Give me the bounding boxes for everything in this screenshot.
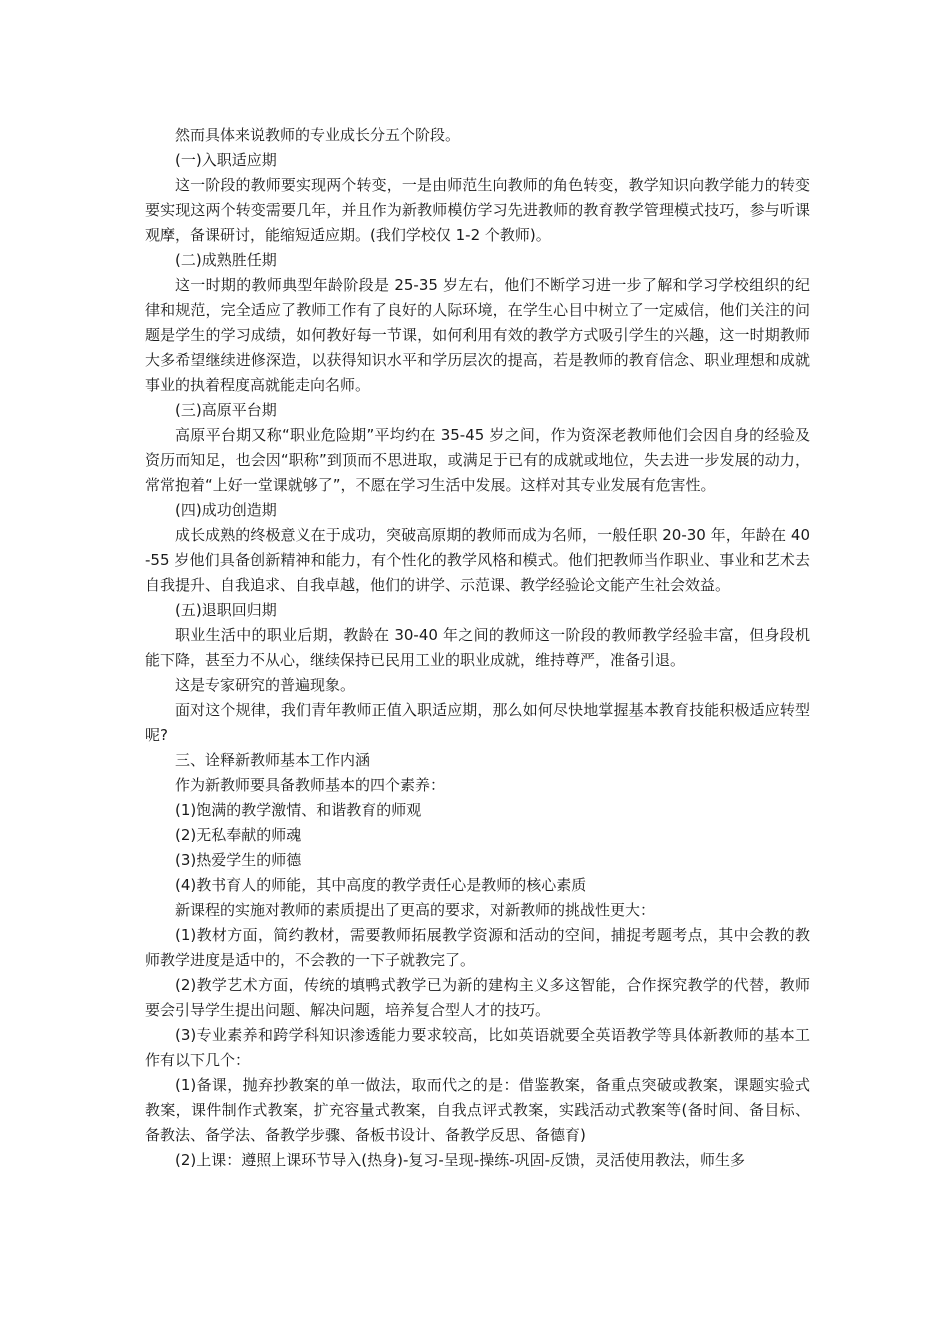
paragraph: 面对这个规律，我们青年教师正值入职适应期，那么如何尽快地掌握基本教育技能积极适应转型呢? <box>145 701 810 744</box>
list-item: (2)上课：遵照上课环节导入(热身)-复习-呈现-操练-巩固-反馈，灵活使用教法，师生多 <box>175 1151 746 1169</box>
list-item: (2)无私奉献的师魂 <box>175 826 302 844</box>
paragraph: 这一阶段的教师要实现两个转变，一是由师范生向教师的角色转变，教学知识向教学能力的转变要实现这两个转变需要几年，并且作为新教师模仿学习先进教师的教育教学管理模式技巧，参与听课观摩，备课研讨，能缩短适应期。(我们学校仅 1-2 个教师)。 <box>145 176 810 244</box>
paragraph: 这是专家研究的普遍现象。 <box>175 676 356 694</box>
document-body <box>145 123 810 1173</box>
paragraph: 然而具体来说教师的专业成长分五个阶段。 <box>175 126 461 144</box>
list-item: (3)专业素养和跨学科知识渗透能力要求较高，比如英语就要全英语教学等具体新教师的基本工作有以下几个： <box>145 1026 810 1069</box>
paragraph: 成长成熟的终极意义在于成功，突破高原期的教师而成为名师，一般任职 20-30 年，年龄在 40-55 岁他们具备创新精神和能力，有个性化的教学风格和模式。他们把教师当作职业、事业和艺术去自我提升、自我追求、自我卓越，他们的讲学、示范课、教学经验论文能产生社会效益。 <box>145 526 810 594</box>
list-item: (2)教学艺术方面，传统的填鸭式教学已为新的建构主义多这智能，合作探究教学的代替，教师要会引导学生提出问题、解决问题，培养复合型人才的技巧。 <box>145 976 810 1019</box>
paragraph: 高原平台期又称“职业危险期”平均约在 35-45 岁之间，作为资深老教师他们会因自身的经验及资历而知足，也会因“职称”到顶而不思进取，或满足于已有的成就或地位，失去进一步发展的动力，常常抱着“上好一堂课就够了”，不愿在学习生活中发展。这样对其专业发展有危害性。 <box>145 426 810 494</box>
list-item: (1)饱满的教学激情、和谐教育的师观 <box>175 801 422 819</box>
section-heading: (五)退职回归期 <box>175 601 277 619</box>
list-item: (1)备课，抛弃抄教案的单一做法，取而代之的是：借鉴教案，备重点突破或教案，课题实验式教案，课件制作式教案，扩充容量式教案，自我点评式教案，实践活动式教案等(备时间、备目标、备教法、备学法、备教学步骤、备板书设计、备教学反思、备德育) <box>145 1076 810 1144</box>
section-heading: (四)成功创造期 <box>175 501 277 519</box>
paragraph: 这一时期的教师典型年龄阶段是 25-35 岁左右，他们不断学习进一步了解和学习学校组织的纪律和规范，完全适应了教师工作有了良好的人际环境，在学生心目中树立了一定威信，他们关注的问题是学生的学习成绩，如何教好每一节课，如何利用有效的教学方式吸引学生的兴趣，这一时期教师大多希望继续进修深造，以获得知识水平和学历层次的提高，若是教师的教育信念、职业理想和成就事业的执着程度高就能走向名师。 <box>145 276 810 394</box>
section-heading: (一)入职适应期 <box>175 151 277 169</box>
paragraph: 作为新教师要具备教师基本的四个素养： <box>175 776 446 794</box>
paragraph: 职业生活中的职业后期，教龄在 30-40 年之间的教师这一阶段的教师教学经验丰富，但身段机能下降，甚至力不从心，继续保持已民用工业的职业成就，维持尊严，准备引退。 <box>145 626 810 669</box>
section-heading: (二)成熟胜任期 <box>175 251 277 269</box>
paragraph: 新课程的实施对教师的素质提出了更高的要求，对新教师的挑战性更大： <box>175 901 656 919</box>
section-heading: 三、诠释新教师基本工作内涵 <box>175 751 371 769</box>
list-item: (3)热爱学生的师德 <box>175 851 302 869</box>
list-item: (4)教书育人的师能，其中高度的教学责任心是教师的核心素质 <box>175 876 587 894</box>
list-item: (1)教材方面，简约教材，需要教师拓展教学资源和活动的空间，捕捉考题考点，其中会教的教师教学进度是适中的，不会教的一下子就教完了。 <box>145 926 810 969</box>
section-heading: (三)高原平台期 <box>175 401 277 419</box>
